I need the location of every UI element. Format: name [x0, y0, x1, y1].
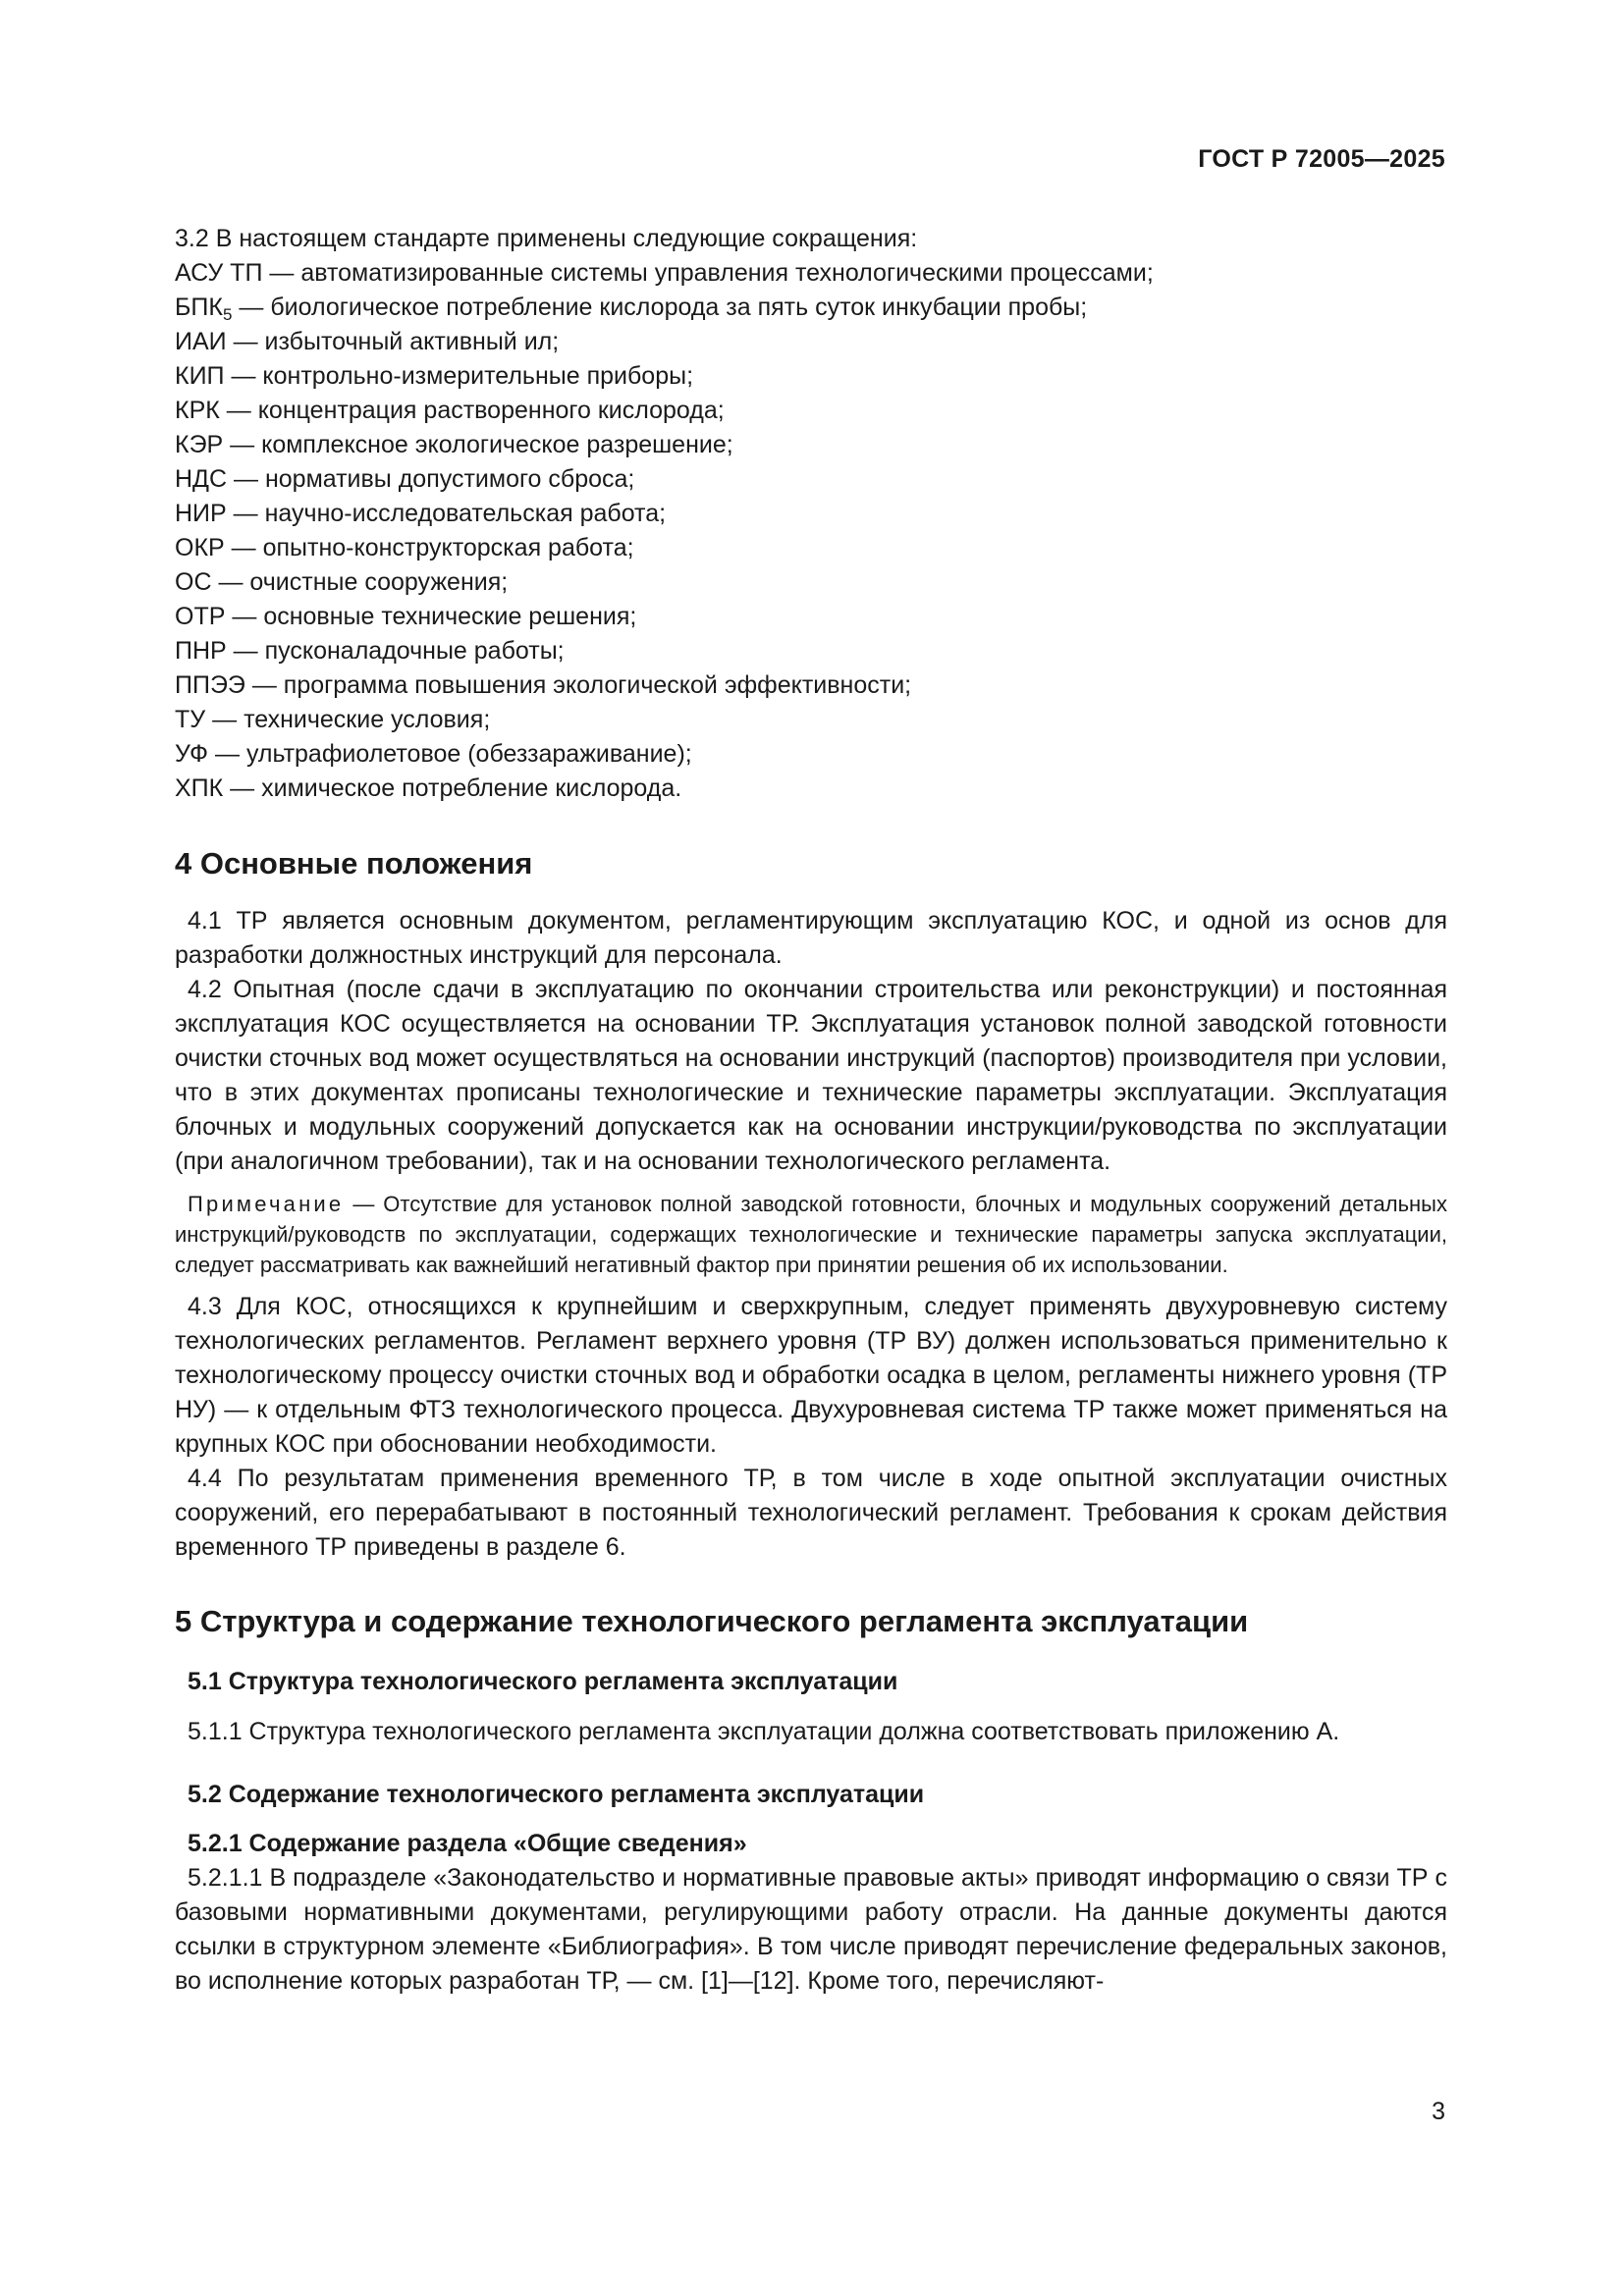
abbreviation-dash: —	[239, 294, 264, 321]
abbreviation-term: ОТР	[175, 603, 226, 630]
abbreviation-item	[175, 703, 1447, 737]
abbreviation-dash: —	[233, 500, 258, 527]
abbreviation-term: НДС	[175, 465, 228, 493]
abbreviation-term: ОС	[175, 568, 212, 596]
abbreviation-definition: контрольно-измерительные приборы;	[262, 362, 694, 390]
paragraph-4-3: 4.3 Для КОС, относящихся к крупнейшим и сверхкрупным, следует применять двухуровневую систему технологических регламентов. Регламент верхнего уровня (ТР ВУ) должен использоваться применительно к технологическому процессу очистки сточных вод и обработки осадка в целом, регламенты нижнего уровня (ТР НУ) — к отдельным ФТЗ технологического процесса. Двухуровневая система ТР также может применяться на крупных КОС при обосновании необходимости.	[175, 1293, 1447, 1458]
abbreviation-item	[175, 462, 1447, 497]
abbreviation-dash: —	[233, 637, 258, 665]
abbreviation-term: БПК	[175, 294, 223, 321]
abbreviation-item	[175, 291, 1447, 325]
abbreviation-item	[175, 668, 1447, 703]
abbreviation-term: АСУ ТП	[175, 259, 263, 287]
abbreviation-item	[175, 428, 1447, 462]
abbreviation-dash: —	[215, 740, 241, 768]
abbreviation-definition: очистные сооружения;	[249, 568, 509, 596]
abbreviation-term: УФ	[175, 740, 209, 768]
document-body	[175, 222, 1447, 1999]
abbreviation-term: ХПК	[175, 774, 224, 802]
paragraph-5-2-1-1: 5.2.1.1 В подразделе «Законодательство и нормативные правовые акты» приводят информацию о связи ТР с базовыми нормативными документами, регулирующими работу отрасли. На данные документы даются ссылки в структурном элементе «Библиография». В том числе приводят перечисление федеральных законов, во исполнение которых разработан ТР, — см. [1]—[12]. Кроме того, перечисляют-	[175, 1864, 1447, 1995]
abbreviation-item	[175, 737, 1447, 772]
subsection-5-2-1-title: 5.2.1 Содержание раздела «Общие сведения»	[188, 1830, 747, 1857]
abbreviation-dash: —	[234, 465, 258, 493]
abbreviation-dash: —	[226, 397, 251, 424]
abbreviation-dash: —	[251, 671, 277, 699]
section-4-title: 4 Основные положения	[175, 846, 533, 881]
abbreviation-item	[175, 394, 1447, 428]
abbreviation-definition: химическое потребление кислорода.	[261, 774, 682, 802]
note-text: — Отсутствие для установок полной заводской готовности, блочных и модульных сооружений детальных инструкций/руководств по эксплуатации, содержащих технологические и технические параметры запуска эксплуатации, следует рассматривать как важнейший негативный фактор при принятии решения об их использовании.	[175, 1192, 1447, 1277]
abbreviation-item	[175, 600, 1447, 634]
abbreviation-dash: —	[212, 706, 238, 733]
abbreviations-list	[175, 256, 1447, 806]
abbreviation-item	[175, 531, 1447, 565]
note-block	[175, 1189, 1447, 1280]
abbreviation-item	[175, 634, 1447, 668]
abbreviation-term: ПНР	[175, 637, 227, 665]
abbreviation-definition: технические условия;	[244, 706, 491, 733]
page-header-standard-code: ГОСТ Р 72005—2025	[1198, 145, 1445, 173]
abbreviation-dash: —	[218, 568, 244, 596]
abbreviation-item	[175, 325, 1447, 359]
page-number: 3	[1432, 2098, 1445, 2125]
abbreviation-item	[175, 772, 1447, 806]
abbreviation-term: КЭР	[175, 431, 224, 458]
abbreviation-definition: программа повышения экологической эффективности;	[283, 671, 912, 699]
abbreviation-dash: —	[230, 774, 255, 802]
subsection-5-2-title: 5.2 Содержание технологического регламента эксплуатации	[188, 1781, 925, 1808]
abbreviation-item	[175, 497, 1447, 531]
abbreviation-subscript: 5	[222, 305, 233, 324]
abbreviation-definition: нормативы допустимого сброса;	[264, 465, 635, 493]
abbreviation-definition: опытно-конструкторская работа;	[262, 534, 634, 561]
abbreviation-item	[175, 565, 1447, 600]
abbreviation-term: ОКР	[175, 534, 225, 561]
abbreviation-dash: —	[231, 534, 256, 561]
abbreviation-item	[175, 256, 1447, 291]
abbreviation-term: ТУ	[175, 706, 206, 733]
abbreviation-term: КИП	[175, 362, 225, 390]
abbreviation-term: КРК	[175, 397, 220, 424]
abbreviation-dash: —	[233, 328, 258, 355]
abbreviation-definition: пусконаладочные работы;	[264, 637, 565, 665]
paragraph-5-1-1: 5.1.1 Структура технологического регламента эксплуатации должна соответствовать приложению А.	[188, 1718, 1340, 1745]
abbreviation-dash: —	[230, 431, 255, 458]
abbreviation-term: НИР	[175, 500, 227, 527]
abbreviation-definition: ультрафиолетовое (обеззараживание);	[245, 740, 692, 768]
abbreviation-definition: концентрация растворенного кислорода;	[257, 397, 725, 424]
section-5-title: 5 Структура и содержание технологического регламента эксплуатации	[175, 1604, 1249, 1638]
subsection-5-1-title: 5.1 Структура технологического регламента эксплуатации	[188, 1668, 898, 1695]
abbreviation-term: ППЭЭ	[175, 671, 245, 699]
abbreviation-definition: комплексное экологическое разрешение;	[261, 431, 733, 458]
abbreviation-dash: —	[231, 362, 256, 390]
abbreviation-dash: —	[232, 603, 257, 630]
paragraph-4-4: 4.4 По результатам применения временного ТР, в том числе в ходе опытной эксплуатации очистных сооружений, его перерабатывают в постоянный технологический регламент. Требования к срокам действия временного ТР приведены в разделе 6.	[175, 1465, 1447, 1561]
abbreviations-intro: 3.2 В настоящем стандарте применены следующие сокращения:	[175, 225, 918, 252]
abbreviation-term: ИАИ	[175, 328, 227, 355]
abbreviation-definition: автоматизированные системы управления технологическими процессами;	[300, 259, 1154, 287]
abbreviation-item	[175, 359, 1447, 394]
paragraph-4-1: 4.1 ТР является основным документом, регламентирующим эксплуатацию КОС, и одной из основ для разработки должностных инструкций для персонала.	[175, 907, 1447, 969]
abbreviation-definition: избыточный активный ил;	[264, 328, 560, 355]
note-label: Примечание	[188, 1192, 345, 1216]
abbreviation-dash: —	[269, 259, 295, 287]
paragraph-4-2: 4.2 Опытная (после сдачи в эксплуатацию по окончании строительства или реконструкции) и постоянная эксплуатация КОС осуществляется на основании ТР. Эксплуатация установок полной заводской готовности очистки сточных вод может осуществляться на основании инструкций (паспортов) производителя при условии, что в этих документах прописаны технологические и технические параметры эксплуатации. Эксплуатация блочных и модульных сооружений допускается как на основании инструкции/руководства по эксплуатации (при аналогичном требовании), так и на основании технологического регламента.	[175, 976, 1447, 1175]
abbreviation-definition: биологическое потребление кислорода за пять суток инкубации пробы;	[270, 294, 1088, 321]
abbreviation-definition: основные технические решения;	[263, 603, 637, 630]
abbreviation-definition: научно-исследовательская работа;	[264, 500, 667, 527]
